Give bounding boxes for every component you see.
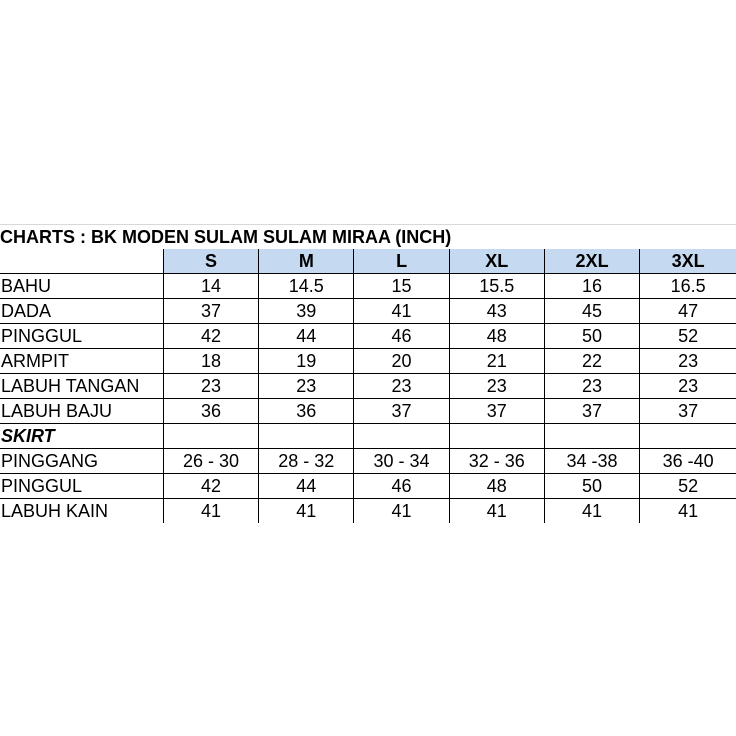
value-cell: 41 xyxy=(354,499,449,524)
value-cell: 23 xyxy=(259,374,354,399)
value-cell: 41 xyxy=(259,499,354,524)
row-label: ARMPIT xyxy=(0,349,163,374)
value-cell: 14 xyxy=(163,274,258,299)
value-cell: 47 xyxy=(640,299,736,324)
value-cell: 44 xyxy=(259,324,354,349)
table-row xyxy=(0,399,736,424)
size-header-row xyxy=(0,249,736,274)
value-cell: 50 xyxy=(544,474,639,499)
value-cell: 37 xyxy=(354,399,449,424)
value-cell: 41 xyxy=(678,501,699,521)
skirt-section-row xyxy=(0,424,736,449)
value-cell: 15.5 xyxy=(449,274,544,299)
value-cell: 23 xyxy=(640,349,736,374)
value-cell: 44 xyxy=(259,474,354,499)
empty-cell xyxy=(259,424,354,449)
row-label: PINGGUL xyxy=(0,474,163,499)
value-cell: 16.5 xyxy=(640,274,736,299)
value-cell: 15 xyxy=(354,274,449,299)
value-cell: 45 xyxy=(544,299,639,324)
row-label: DADA xyxy=(0,299,163,324)
size-chart-sheet xyxy=(0,224,736,523)
table-row xyxy=(0,299,736,324)
value-cell: 43 xyxy=(449,299,544,324)
table-row xyxy=(0,324,736,349)
size-chart-table xyxy=(0,224,736,523)
row-label: BAHU xyxy=(0,274,163,299)
value-cell: 50 xyxy=(544,324,639,349)
value-cell: 36 xyxy=(259,399,354,424)
value-cell: 23 xyxy=(544,374,639,399)
size-header-s: S xyxy=(163,249,258,274)
value-cell: 48 xyxy=(449,324,544,349)
value-cell: 22 xyxy=(544,349,639,374)
value-cell: 52 xyxy=(640,474,736,499)
value-cell: 41 xyxy=(354,299,449,324)
value-cell: 52 xyxy=(640,324,736,349)
value-cell: 37 xyxy=(544,399,639,424)
value-cell: 30 - 34 xyxy=(354,449,449,474)
value-cell: 46 xyxy=(354,324,449,349)
value-cell: 46 xyxy=(354,474,449,499)
value-cell: 23 xyxy=(449,374,544,399)
value-cell: 14.5 xyxy=(259,274,354,299)
size-header-2xl: 2XL xyxy=(544,249,639,274)
value-cell: 37 xyxy=(163,299,258,324)
value-cell: 41 xyxy=(163,499,258,524)
value-cell: 39 xyxy=(259,299,354,324)
header-corner-cell xyxy=(0,249,163,274)
value-cell: 41 xyxy=(544,499,639,524)
value-cell: 42 xyxy=(163,324,258,349)
row-label: LABUH BAJU xyxy=(0,399,163,424)
value-cell: 23 xyxy=(354,374,449,399)
value-cell: 23 xyxy=(640,374,736,399)
value-cell: 16 xyxy=(544,274,639,299)
value-cell: 19 xyxy=(259,349,354,374)
empty-cell xyxy=(163,424,258,449)
table-row xyxy=(0,349,736,374)
empty-cell xyxy=(544,424,639,449)
value-cell: 37 xyxy=(640,399,736,424)
chart-title: CHARTS : BK MODEN SULAM SULAM MIRAA (INCH) xyxy=(0,225,736,250)
size-header-3xl: 3XL xyxy=(640,249,736,274)
size-header-m: M xyxy=(259,249,354,274)
value-cell: 23 xyxy=(163,374,258,399)
value-cell: 20 xyxy=(354,349,449,374)
empty-cell xyxy=(449,424,544,449)
table-row xyxy=(0,274,736,299)
row-label: PINGGUL xyxy=(0,324,163,349)
value-cell: 18 xyxy=(163,349,258,374)
table-row xyxy=(0,499,736,524)
size-header-xl: XL xyxy=(449,249,544,274)
table-row xyxy=(0,374,736,399)
row-label: PINGGANG xyxy=(0,449,163,474)
value-cell: 34 -38 xyxy=(544,449,639,474)
value-cell: 42 xyxy=(163,474,258,499)
value-cell: 21 xyxy=(449,349,544,374)
row-label: LABUH KAIN xyxy=(0,499,163,524)
value-cell: 26 - 30 xyxy=(163,449,258,474)
value-cell: 41 xyxy=(449,499,544,524)
empty-cell xyxy=(354,424,449,449)
size-header-l: L xyxy=(354,249,449,274)
value-cell: 48 xyxy=(449,474,544,499)
value-cell: 36 xyxy=(163,399,258,424)
value-cell: 37 xyxy=(449,399,544,424)
section-label: SKIRT xyxy=(0,424,163,449)
value-cell: 28 - 32 xyxy=(259,449,354,474)
row-label: LABUH TANGAN xyxy=(0,374,163,399)
value-cell: 32 - 36 xyxy=(449,449,544,474)
title-row xyxy=(0,225,736,250)
table-row xyxy=(0,474,736,499)
table-row xyxy=(0,449,736,474)
value-cell: 36 -40 xyxy=(640,449,736,474)
empty-cell xyxy=(640,424,736,449)
